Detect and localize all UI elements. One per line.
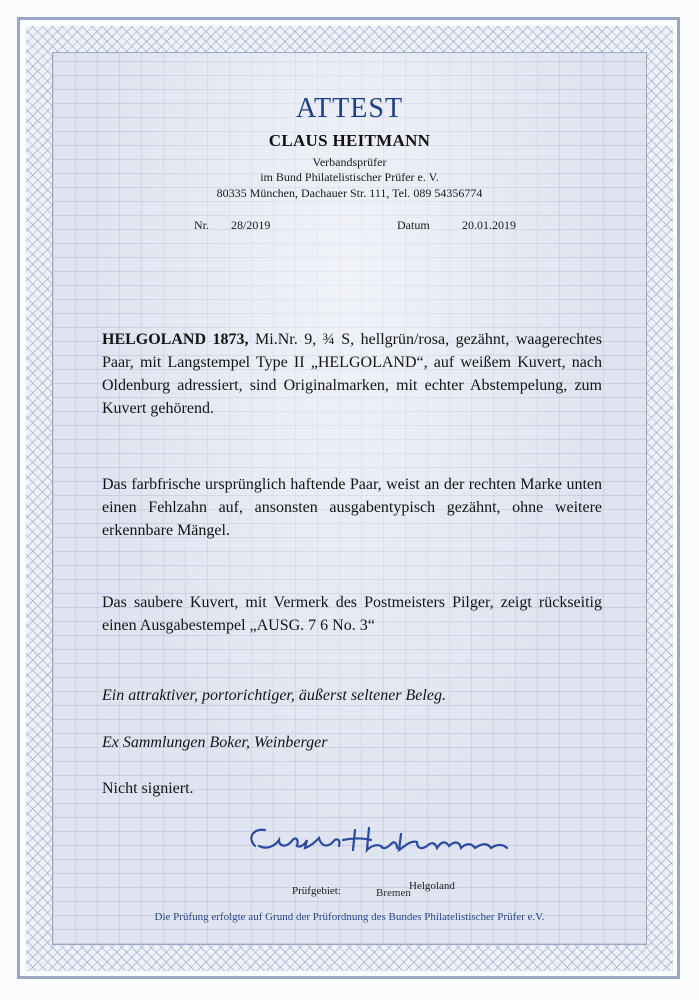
pruefgebiet-label: Prüfgebiet: [292, 885, 341, 897]
paragraph-lead: HELGOLAND 1873, [102, 331, 249, 348]
examiner-role: Verbandsprüfer [312, 155, 387, 169]
date-value: 20.01.2019 [462, 218, 516, 232]
paragraph-condition: Das farbfrische ursprünglich haftende Paar, weist an der rechten Marke unten einen Fehlzahn auf, ansonsten ausgabentypisch gezähnt, ohne weitere erkennbare Mängel. [102, 476, 602, 539]
paragraph-cover: Das saubere Kuvert, mit Vermerk des Postmeisters Pilger, zeigt rückseitig einen Ausgabestempel „AUSG. 7 6 No. 3“ [102, 594, 602, 634]
footer-note: Die Prüfung erfolgte auf Grund der Prüfordnung des Bundes Philatelistischer Prüfer e.V. [154, 911, 545, 923]
examiner-signature [245, 816, 515, 864]
paragraph-signed-status: Nicht signiert. [102, 780, 194, 797]
paragraph-provenance: Ex Sammlungen Boker, Weinberger [102, 734, 328, 751]
document-title: ATTEST [295, 93, 404, 124]
examiner-association: im Bund Philatelistischer Prüfer e. V. [260, 170, 439, 184]
date-label: Datum [397, 218, 430, 232]
paragraph-description [102, 328, 602, 420]
paragraph-description-text: Mi.Nr. 9, ¾ S, hellgrün/rosa, gezähnt, waagerechtes Paar, mit Langstempel Type II „HELGOLAND“, auf weißem Kuvert, nach Oldenburg adressiert, sind Originalmarken, mit echter Abstempelung, zum Kuvert gehörend. [102, 331, 603, 417]
pruefgebiet-struck-word: Bremen [376, 887, 411, 899]
examiner-address: 80335 München, Dachauer Str. 111, Tel. 089 54356774 [216, 186, 483, 200]
pruefgebiet-value: Helgoland [409, 880, 455, 892]
number-label: Nr. [194, 218, 209, 232]
examiner-name: CLAUS HEITMANN [268, 131, 431, 150]
paragraph-verdict: Ein attraktiver, portorichtiger, äußerst seltener Beleg. [102, 687, 446, 704]
number-value: 28/2019 [231, 218, 271, 232]
